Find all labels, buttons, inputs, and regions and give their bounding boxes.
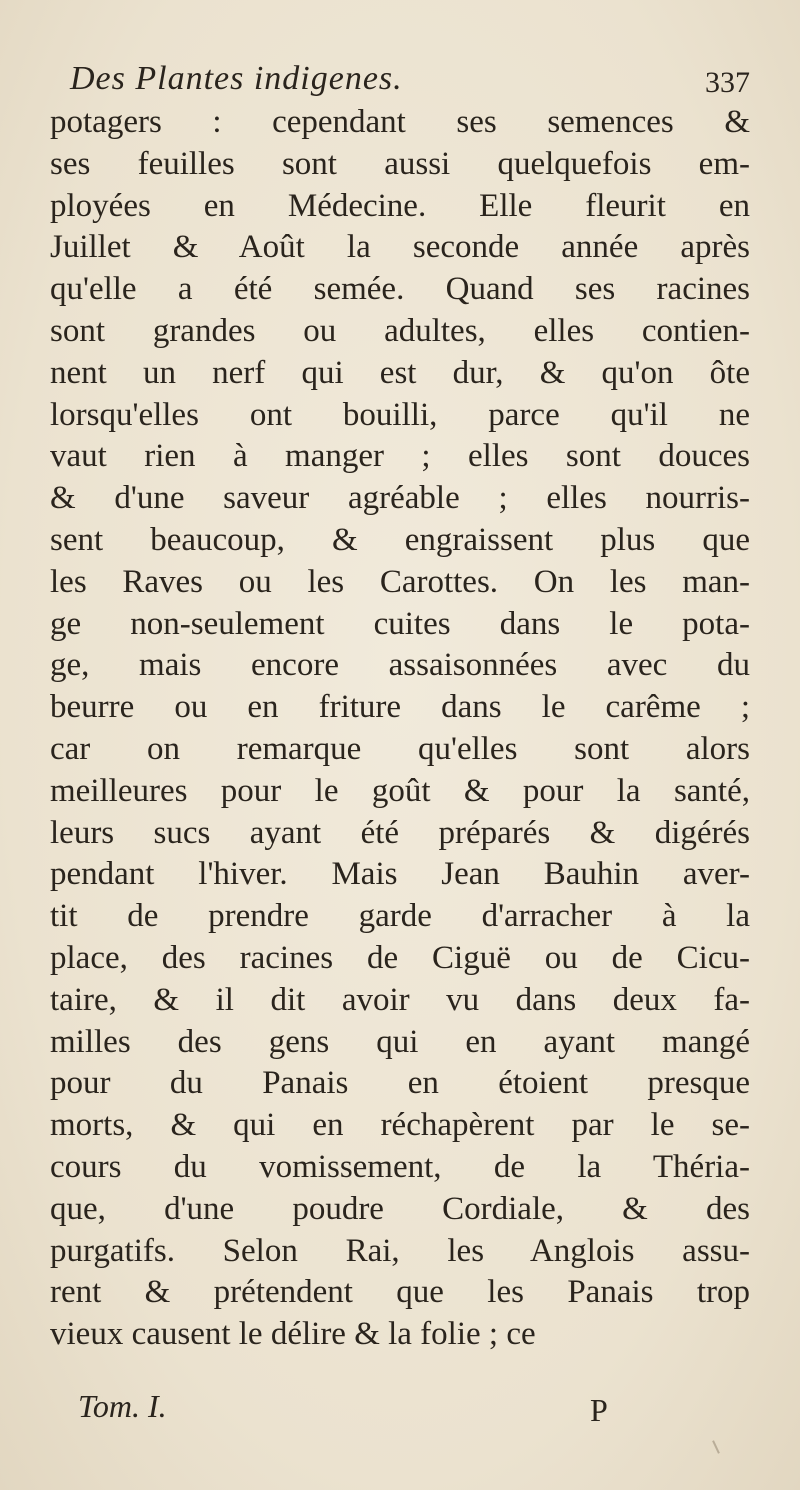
text-line: que, d'une poudre Cordiale, & des: [50, 1190, 750, 1227]
text-line: nent un nerf qui est dur, & qu'on ôte: [50, 354, 750, 391]
text-line: pendant l'hiver. Mais Jean Bauhin aver-: [50, 856, 750, 893]
body-text: [50, 102, 750, 1356]
text-line: place, des racines de Ciguë ou de Cicu-: [50, 939, 750, 976]
text-line: sent beaucoup, & engraissent plus que: [50, 521, 750, 558]
text-line: purgatifs. Selon Rai, les Anglois assu-: [50, 1232, 750, 1269]
text-line: ge, mais encore assaisonnées avec du: [50, 647, 750, 684]
text-line: les Raves ou les Carottes. On les man-: [50, 563, 750, 600]
text-line: & d'une saveur agréable ; elles nourris-: [50, 480, 750, 517]
text-line: pour du Panais en étoient presque: [50, 1065, 750, 1102]
signature-mark: P: [590, 1392, 608, 1428]
ink-mark: [712, 1440, 720, 1454]
text-line: ge non-seulement cuites dans le pota-: [50, 605, 750, 642]
text-line: rent & prétendent que les Panais trop: [50, 1274, 750, 1311]
text-line: milles des gens qui en ayant mangé: [50, 1023, 750, 1060]
text-line: vaut rien à manger ; elles sont douces: [50, 438, 750, 475]
text-line: tit de prendre garde d'arracher à la: [50, 898, 750, 935]
text-line: meilleures pour le goût & pour la santé,: [50, 772, 750, 809]
running-title: Des Plantes indigenes.: [70, 60, 403, 97]
text-line: qu'elle a été semée. Quand ses racines: [50, 271, 750, 308]
text-line: vieux causent le délire & la folie ; ce: [50, 1316, 536, 1353]
text-line: morts, & qui en réchapèrent par le se-: [50, 1107, 750, 1144]
text-line: sont grandes ou adultes, elles contien-: [50, 312, 750, 349]
text-line: potagers : cependant ses semences &: [50, 104, 750, 140]
text-line: ployées en Médecine. Elle fleurit en: [50, 187, 750, 224]
page-footer: [78, 1388, 678, 1428]
text-line: leurs sucs ayant été préparés & digérés: [50, 814, 750, 851]
volume-label: Tom. I.: [78, 1388, 167, 1424]
page-number: 337: [705, 66, 750, 99]
running-head: [70, 60, 750, 106]
text-line: taire, & il dit avoir vu dans deux fa-: [50, 981, 750, 1018]
text-line: car on remarque qu'elles sont alors: [50, 730, 750, 767]
text-line: Juillet & Août la seconde année après: [50, 229, 750, 266]
text-line: cours du vomissement, de la Théria-: [50, 1148, 750, 1185]
text-line: ses feuilles sont aussi quelquefois em-: [50, 145, 750, 182]
text-line: lorsqu'elles ont bouilli, parce qu'il ne: [50, 396, 750, 433]
text-line: beurre ou en friture dans le carême ;: [50, 689, 750, 726]
